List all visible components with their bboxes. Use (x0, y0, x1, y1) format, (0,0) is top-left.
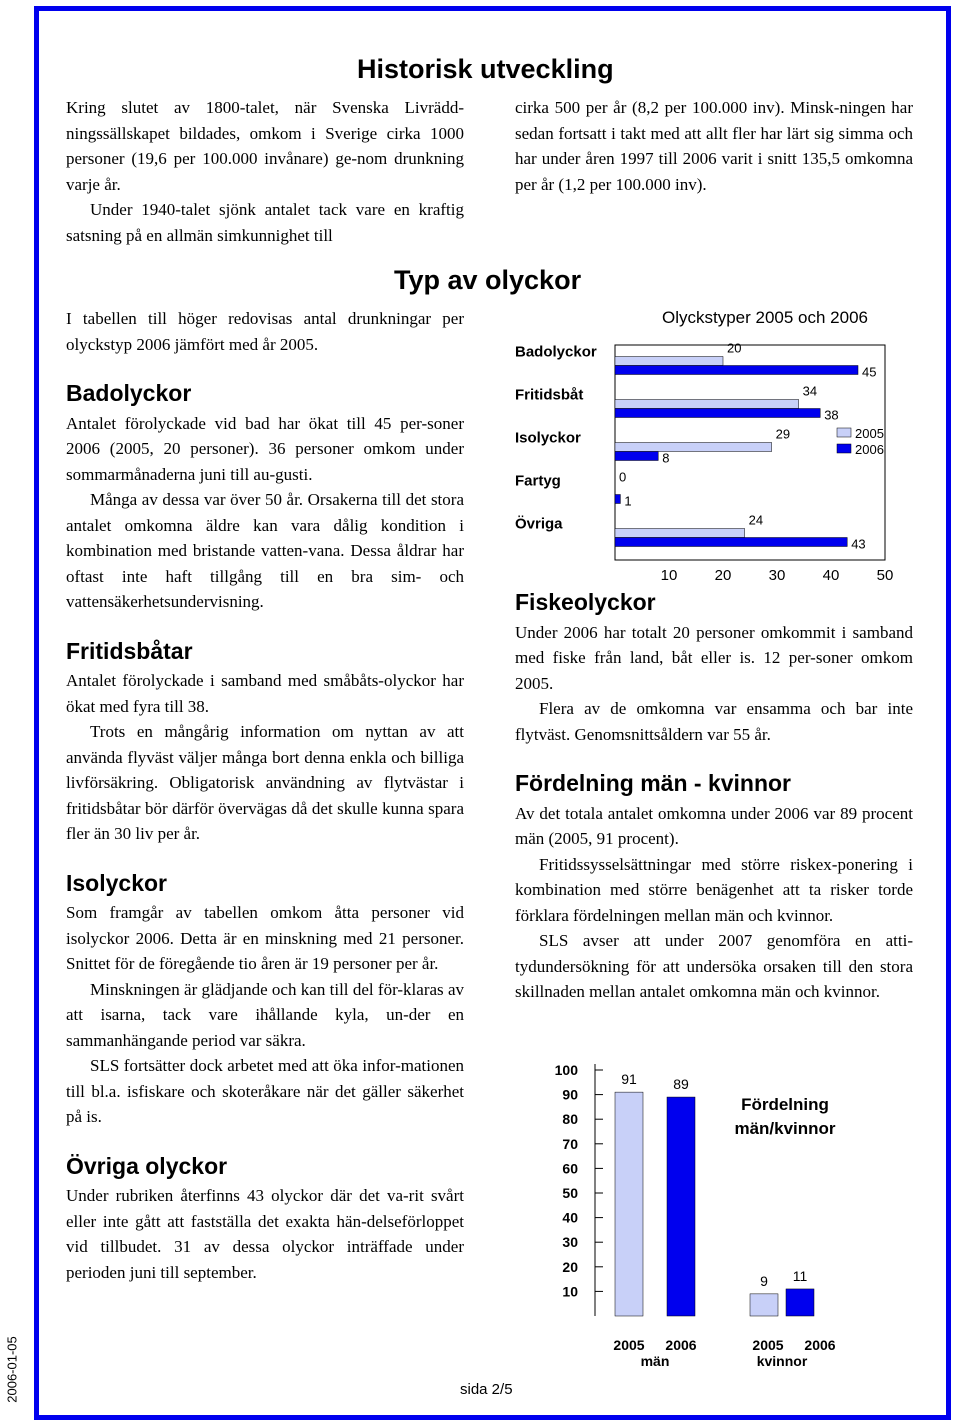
y-tick-label: 70 (562, 1135, 578, 1152)
bar-2006 (667, 1097, 695, 1316)
x-year-label: 2006 (665, 1337, 697, 1353)
fordelning-title: Fördelning män - kvinnor (515, 770, 792, 796)
value-label-2006: 1 (624, 493, 632, 509)
fritidsbatar-p1: Antalet förolyckade i samband med småbåts-olyckor har ökat med fyra till 38. (66, 671, 464, 716)
bar-2006 (615, 409, 820, 418)
x-year-label: 2006 (804, 1337, 836, 1353)
x-tick-label: 40 (822, 567, 840, 584)
isolyckor-p3: SLS fortsätter dock arbetet med att öka infor-mationen till bl.a. isfiskare och skoteråkare när det gäller säkerhet på is. (66, 1056, 464, 1126)
y-tick-label: 100 (554, 1062, 578, 1078)
fiske-p2: Flera av de omkomna var ensamma och bar inte flytväst. Genomsnittsåldern var 55 år. (515, 699, 913, 744)
value-label-2005: 9 (760, 1272, 768, 1289)
value-label-2006: 45 (862, 364, 877, 380)
value-label-2005: 24 (748, 512, 764, 528)
value-label-2005: 20 (727, 340, 742, 356)
heading-historisk: Historisk utveckling (357, 54, 614, 84)
historisk-right-p: cirka 500 per år (8,2 per 100.000 inv). Minsk-ningen har sedan fortsatt i takt med att allt fler har lärt sig simma och har under åren 1997 till 2006 varit i snitt 135,5 omkomna per år (1,2 per 100.000 inv). (515, 98, 913, 194)
value-label-2006: 38 (824, 407, 839, 423)
y-tick-label: 30 (562, 1234, 578, 1251)
badolyckor-p2: Många av dessa var över 50 år. Orsakerna till det stora antalet omkomna äldre kan vara dålig kondition i kombination med bristande vatten-vana. Dessa åldrar har oftast inte haft tillgång till en bra sim- och vattensäkerhetsundervisning. (66, 490, 464, 611)
chart-title-line2: män/kvinnor (734, 1119, 836, 1138)
value-label-2006: 43 (851, 536, 866, 552)
bar-2005 (615, 529, 745, 538)
y-tick-label: 40 (562, 1209, 578, 1226)
fritidsbatar-p2: Trots en mångårig information om nyttan av att använda flyväst väljer många bort denna enkla och billiga livförsäkring. Obligatorisk användning av flytvästar i fritidsbåtar bör därför övervägas då det skulle kunna spara fler än 30 liv per år. (66, 722, 464, 843)
legend-label-2005: 2005 (855, 426, 884, 441)
value-label-2006: 89 (673, 1076, 689, 1093)
intro-text: I tabellen till höger redovisas antal drunkningar per olyckstyp 2006 jämfört med år 2005. (66, 309, 464, 354)
ovriga-title: Övriga olyckor (66, 1152, 228, 1179)
olyckstyper-chart (505, 300, 910, 590)
isolyckor-title: Isolyckor (66, 869, 167, 896)
value-label-2005: 29 (775, 426, 791, 442)
bar-2006 (615, 538, 847, 547)
x-tick-label: 50 (876, 567, 894, 584)
x-group-label: män (640, 1353, 670, 1369)
isolyckor-p2: Minskningen är glädjande och kan till del för-klaras av att isarna, tack vare ihållande kyla, un-der en sammanhängande period var säkra. (66, 979, 464, 1050)
isolyckor-p1: Som framgår av tabellen omkom åtta personer vid isolyckor 2006. Detta är en minskning med 21 personer. Snittet för de föregående tio åren är 19 personer per år. (66, 903, 464, 973)
y-tick-label: 80 (562, 1111, 578, 1128)
category-label: Fritidsbåt (515, 386, 584, 404)
page-number: sida 2/5 (460, 1381, 513, 1398)
legend-swatch-2006 (837, 444, 851, 453)
y-tick-label: 10 (562, 1283, 578, 1300)
historisk-left-p2: Under 1940-talet sjönk antalet tack vare en kraftig satsning på en allmän simkunnighet till (66, 200, 464, 245)
value-label-2005: 91 (621, 1071, 637, 1088)
y-tick-label: 50 (562, 1185, 578, 1201)
fiske-title: Fiskeolyckor (515, 589, 656, 615)
fordelning-p2: Fritidssysselsättningar med större riskex-ponering i kombination med större benägenhet att ta risker torde förklara fördelningen mellan män och kvinnor. (515, 854, 913, 925)
heading-typ: Typ av olyckor (394, 265, 582, 295)
historisk-left (66, 95, 464, 248)
side-date: 2006-01-05 (4, 1336, 20, 1403)
x-year-label: 2005 (613, 1337, 645, 1353)
x-group-label: kvinnor (756, 1353, 808, 1369)
bar-2005 (615, 357, 723, 366)
y-tick-label: 20 (562, 1258, 578, 1275)
y-tick-label: 60 (562, 1160, 578, 1177)
bar-2005 (615, 400, 799, 409)
value-label-2005: 0 (619, 469, 627, 485)
historisk-left-p1: Kring slutet av 1800-talet, när Svenska Livrädd-ningssällskapet bildades, omkom i Sverige cirka 1000 personer (19,6 per 100.000 invånare) ge-nom drunkning varje år. (66, 98, 464, 194)
legend-swatch-2005 (837, 428, 851, 437)
bar-2006 (786, 1289, 814, 1316)
fritidsbatar-title: Fritidsbåtar (66, 637, 193, 664)
ovriga-p1: Under rubriken återfinns 43 olyckor där det va-rit svårt eller inte gått att fastställa det exakta hän-delseförloppet vid tillbudet. 31 av dessa olyckor inträffade under perioden juni till september. (66, 1186, 464, 1282)
badolyckor-title: Badolyckor (66, 380, 192, 406)
category-label: Övriga (515, 515, 563, 533)
x-tick-label: 10 (660, 567, 678, 584)
chart-title-line1: Fördelning (741, 1095, 829, 1114)
bar-2006 (615, 495, 620, 504)
fiske-p1: Under 2006 har totalt 20 personer omkommit i samband med fiske från land, båt eller is. 12 per-soner omkom 2005. (515, 622, 913, 693)
historisk-right (515, 95, 913, 197)
bar-2006 (615, 452, 658, 461)
fordelning-chart (520, 1058, 900, 1378)
bar-2006 (615, 366, 858, 375)
value-label-2005: 34 (802, 383, 818, 399)
legend-label-2006: 2006 (855, 442, 884, 457)
bar-2005 (615, 443, 772, 452)
bar-2005 (615, 1092, 643, 1316)
category-label: Isolyckor (515, 429, 581, 447)
x-tick-label: 30 (768, 567, 786, 584)
category-label: Fartyg (515, 472, 561, 490)
category-label: Badolyckor (515, 343, 597, 361)
badolyckor-p1: Antalet förolyckade vid bad har ökat till 45 per-soner 2006 (2005, 20 personer). 36 personer omkom under sommarmånaderna juni till au-gusti. (66, 413, 464, 484)
right-column (515, 590, 913, 1005)
left-column (66, 306, 464, 1285)
x-year-label: 2005 (752, 1337, 784, 1353)
fordelning-p1: Av det totala antalet omkomna under 2006 var 89 procent män (2005, 91 procent). (515, 803, 913, 848)
chart-title: Olyckstyper 2005 och 2006 (661, 308, 869, 327)
fordelning-p3: SLS avser att under 2007 genomföra en atti-tydundersökning för att undersöka orsaken till den stora skillnaden mellan antalet omkomna män och kvinnor. (515, 931, 913, 1001)
bar-2005 (750, 1294, 778, 1316)
value-label-2006: 8 (662, 450, 670, 466)
value-label-2006: 11 (792, 1267, 808, 1284)
x-tick-label: 20 (714, 567, 732, 584)
y-tick-label: 90 (562, 1086, 578, 1103)
